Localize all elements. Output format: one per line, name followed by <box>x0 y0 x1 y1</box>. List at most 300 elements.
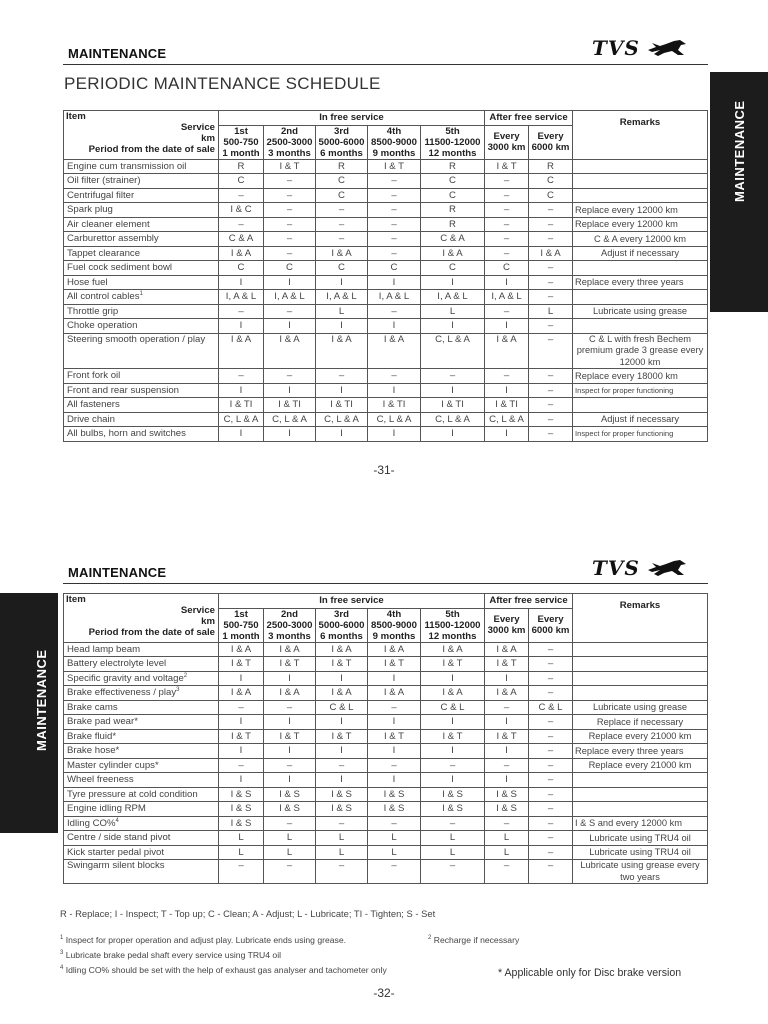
schedule-cell: I & S <box>368 802 421 817</box>
schedule-cell: I & T <box>368 657 421 672</box>
schedule-cell: I & TI <box>264 398 316 413</box>
row-item <box>64 217 219 232</box>
schedule-cell: – <box>485 700 529 715</box>
schedule-cell: I & A <box>368 686 421 701</box>
row-item <box>64 700 219 715</box>
schedule-cell: C <box>421 188 485 203</box>
schedule-cell: – <box>529 845 573 860</box>
schedule-cell: I & A <box>485 686 529 701</box>
remark-cell <box>573 174 708 189</box>
schedule-cell: L <box>316 831 368 846</box>
schedule-cell: I & S <box>421 787 485 802</box>
service-2-header <box>264 125 316 159</box>
schedule-cell: – <box>368 304 421 319</box>
after-service-every: Every <box>537 614 564 625</box>
item-name: Brake fluid* <box>67 730 117 742</box>
schedule-cell: I & TI <box>368 398 421 413</box>
remark-cell: C & L with fresh Bechem premium grade 3 grease every 12000 km <box>573 333 708 369</box>
schedule-cell: R <box>316 159 368 174</box>
schedule-cell: – <box>264 860 316 884</box>
schedule-cell: – <box>529 290 573 305</box>
table-row <box>64 700 708 715</box>
schedule-cell: I & T <box>264 657 316 672</box>
schedule-cell: L <box>529 304 573 319</box>
row-item <box>64 398 219 413</box>
remark-cell <box>573 261 708 276</box>
remark-cell: Replace every 21000 km <box>573 729 708 744</box>
service-label: Service <box>180 122 215 133</box>
schedule-cell: – <box>368 246 421 261</box>
remark-cell: Lubricate using grease <box>573 700 708 715</box>
schedule-cell: I <box>485 383 529 398</box>
service-n: 2nd <box>280 125 299 137</box>
brand-name: TVS <box>592 36 640 60</box>
schedule-cell: I <box>485 275 529 290</box>
schedule-cell: L <box>219 845 264 860</box>
in-free-service-header: In free service <box>219 594 485 609</box>
service-n: 2nd <box>280 608 299 620</box>
row-item <box>64 319 219 334</box>
schedule-cell: – <box>529 715 573 730</box>
schedule-cell: L <box>264 831 316 846</box>
schedule-cell: – <box>368 369 421 384</box>
schedule-cell: – <box>529 333 573 369</box>
schedule-cell: – <box>368 174 421 189</box>
service-km: 5000-6000 <box>318 619 365 631</box>
row-item <box>64 427 219 442</box>
remark-cell <box>573 398 708 413</box>
schedule-cell: – <box>485 860 529 884</box>
item-name: Master cylinder cups* <box>67 759 159 771</box>
remark-cell: C & A every 12000 km <box>573 232 708 247</box>
schedule-cell: – <box>485 232 529 247</box>
service-1-header <box>219 608 264 642</box>
schedule-cell: I <box>485 427 529 442</box>
table-row <box>64 729 708 744</box>
schedule-cell: I & A <box>421 686 485 701</box>
table-row <box>64 787 708 802</box>
remark-cell <box>573 773 708 788</box>
schedule-cell: I <box>316 773 368 788</box>
item-label: Item <box>66 111 86 122</box>
schedule-cell: – <box>529 802 573 817</box>
schedule-cell: I, A & L <box>316 290 368 305</box>
schedule-cell: I & A <box>485 642 529 657</box>
remark-cell <box>573 319 708 334</box>
footnote-ref: 3 <box>176 687 180 694</box>
schedule-cell: – <box>368 232 421 247</box>
maintenance-schedule-table-2 <box>63 593 708 884</box>
schedule-cell: C, L & A <box>219 412 264 427</box>
row-item <box>64 802 219 817</box>
table-row <box>64 671 708 686</box>
schedule-cell: L <box>264 845 316 860</box>
schedule-cell: – <box>368 816 421 831</box>
side-tab <box>710 72 768 312</box>
row-item <box>64 232 219 247</box>
schedule-cell: – <box>264 203 316 218</box>
schedule-cell: – <box>264 232 316 247</box>
schedule-cell: – <box>529 686 573 701</box>
table-row <box>64 217 708 232</box>
period-label: Period from the date of sale <box>88 144 215 155</box>
schedule-cell: I <box>368 715 421 730</box>
table-row <box>64 398 708 413</box>
schedule-cell: L <box>368 845 421 860</box>
schedule-cell: – <box>368 188 421 203</box>
service-3-header <box>316 125 368 159</box>
schedule-cell: R <box>421 159 485 174</box>
row-item <box>64 275 219 290</box>
schedule-cell: – <box>264 816 316 831</box>
schedule-cell: L <box>485 845 529 860</box>
remark-cell: Adjust if necessary <box>573 246 708 261</box>
schedule-cell: – <box>264 369 316 384</box>
item-name: Spark plug <box>67 204 113 216</box>
schedule-cell: – <box>529 744 573 759</box>
remark-cell <box>573 671 708 686</box>
row-item <box>64 188 219 203</box>
schedule-cell: I <box>485 773 529 788</box>
schedule-cell: – <box>485 369 529 384</box>
schedule-cell: R <box>421 217 485 232</box>
row-item <box>64 816 219 831</box>
schedule-cell: – <box>316 816 368 831</box>
schedule-cell: – <box>264 700 316 715</box>
item-name: Head lamp beam <box>67 643 141 655</box>
remark-cell: Lubricate using grease every two years <box>573 860 708 884</box>
schedule-cell: I & T <box>485 657 529 672</box>
schedule-cell: I <box>368 773 421 788</box>
service-km: 500-750 <box>223 136 259 148</box>
table-row <box>64 831 708 846</box>
schedule-cell: I & T <box>485 159 529 174</box>
schedule-cell: – <box>529 671 573 686</box>
row-item <box>64 642 219 657</box>
schedule-cell: – <box>219 860 264 884</box>
row-item <box>64 246 219 261</box>
service-period: 9 months <box>372 147 416 159</box>
schedule-cell: I & T <box>368 159 421 174</box>
schedule-cell: I <box>316 319 368 334</box>
footnote-ref: 2 <box>183 672 188 679</box>
schedule-cell: C <box>264 261 316 276</box>
after-service-every: Every <box>493 614 520 625</box>
after-free-service-header: After free service <box>485 111 573 126</box>
schedule-cell: C & A <box>219 232 264 247</box>
header-title: MAINTENANCE <box>68 46 167 61</box>
schedule-cell: I & A <box>219 642 264 657</box>
row-item <box>64 203 219 218</box>
schedule-cell: I, A & L <box>219 290 264 305</box>
item-name: Battery electrolyte level <box>67 658 167 670</box>
service-1-header <box>219 125 264 159</box>
schedule-cell: L <box>219 831 264 846</box>
schedule-cell: – <box>264 304 316 319</box>
schedule-cell: I & A <box>316 333 368 369</box>
schedule-cell: R <box>219 159 264 174</box>
item-name: Hose fuel <box>67 276 108 288</box>
remark-cell <box>573 802 708 817</box>
schedule-cell: – <box>529 787 573 802</box>
schedule-cell: I & S <box>264 787 316 802</box>
item-header <box>64 594 219 643</box>
after-service-km: 6000 km <box>531 625 570 636</box>
schedule-cell: – <box>529 217 573 232</box>
schedule-cell: – <box>529 383 573 398</box>
table-row <box>64 642 708 657</box>
schedule-cell: I & TI <box>421 398 485 413</box>
remark-cell: Lubricate using grease <box>573 304 708 319</box>
schedule-cell: I & T <box>264 729 316 744</box>
side-tab <box>0 593 58 833</box>
header-title: MAINTENANCE <box>68 565 167 580</box>
service-km: 500-750 <box>223 619 259 631</box>
footnote-ref: 4 <box>115 817 119 824</box>
schedule-cell: C <box>316 174 368 189</box>
service-km: 2500-3000 <box>266 136 313 148</box>
footnote-marker: 3 <box>60 950 64 957</box>
remark-cell: Replace every three years <box>573 275 708 290</box>
schedule-cell: I <box>368 671 421 686</box>
schedule-cell: I & T <box>485 729 529 744</box>
schedule-cell: C <box>219 174 264 189</box>
schedule-cell: – <box>368 217 421 232</box>
schedule-cell: – <box>219 758 264 773</box>
service-5-header <box>421 125 485 159</box>
service-n: 3rd <box>334 125 349 137</box>
row-item <box>64 715 219 730</box>
schedule-cell: – <box>529 831 573 846</box>
schedule-cell: I <box>219 671 264 686</box>
schedule-cell: I <box>219 773 264 788</box>
row-item <box>64 787 219 802</box>
table-row <box>64 246 708 261</box>
schedule-cell: I <box>264 773 316 788</box>
schedule-cell: I & S <box>316 802 368 817</box>
period-label: Period from the date of sale <box>88 627 215 638</box>
schedule-cell: I, A & L <box>421 290 485 305</box>
service-label: Service <box>180 605 215 616</box>
row-item <box>64 686 219 701</box>
item-name: Front fork oil <box>67 370 121 382</box>
page-32 <box>0 520 768 1024</box>
after-service-km: 3000 km <box>487 625 526 636</box>
remark-cell <box>573 159 708 174</box>
footnote-text: Recharge if necessary <box>433 935 520 945</box>
item-name: Brake effectiveness / play <box>67 687 177 699</box>
schedule-cell: I & A <box>316 246 368 261</box>
service-period: 12 months <box>428 147 477 159</box>
table-row <box>64 232 708 247</box>
schedule-cell: C <box>529 188 573 203</box>
schedule-cell: – <box>529 203 573 218</box>
schedule-cell: I <box>421 275 485 290</box>
schedule-cell: I <box>316 671 368 686</box>
row-item <box>64 261 219 276</box>
item-name: Tyre pressure at cold condition <box>67 788 198 800</box>
schedule-cell: C & L <box>529 700 573 715</box>
page-number: -32- <box>373 986 395 1000</box>
service-n: 1st <box>234 608 248 620</box>
table-row <box>64 369 708 384</box>
schedule-cell: – <box>485 816 529 831</box>
item-name: Idling CO% <box>67 817 116 829</box>
schedule-cell: I & T <box>264 159 316 174</box>
table-row <box>64 275 708 290</box>
schedule-cell: – <box>529 773 573 788</box>
schedule-cell: C <box>421 261 485 276</box>
service-n: 1st <box>234 125 248 137</box>
schedule-cell: I & TI <box>485 398 529 413</box>
schedule-cell: I <box>485 744 529 759</box>
schedule-cell: L <box>421 845 485 860</box>
schedule-cell: – <box>316 758 368 773</box>
after-service-2-header <box>529 125 573 159</box>
schedule-cell: I <box>421 319 485 334</box>
table-row <box>64 174 708 189</box>
schedule-cell: – <box>485 758 529 773</box>
abbreviation-legend: R - Replace; I - Inspect; T - Top up; C - Clean; A - Adjust; L - Lubricate; TI - Tighten; S - Set <box>60 908 436 919</box>
table-row <box>64 412 708 427</box>
after-free-service-header: After free service <box>485 594 573 609</box>
schedule-cell: I & TI <box>219 398 264 413</box>
schedule-cell: – <box>529 860 573 884</box>
schedule-cell: – <box>316 369 368 384</box>
schedule-cell: C, L & A <box>421 333 485 369</box>
schedule-cell: I & S <box>219 787 264 802</box>
service-period: 3 months <box>268 630 311 642</box>
schedule-cell: R <box>529 159 573 174</box>
schedule-cell: – <box>485 174 529 189</box>
schedule-cell: – <box>529 427 573 442</box>
service-3-header <box>316 608 368 642</box>
schedule-cell: I <box>264 671 316 686</box>
service-km: 11500-12000 <box>424 619 481 631</box>
schedule-cell: – <box>264 174 316 189</box>
footnote-ref: 1 <box>139 291 143 298</box>
service-n: 5th <box>445 125 460 137</box>
row-item <box>64 657 219 672</box>
row-item <box>64 845 219 860</box>
table-row <box>64 802 708 817</box>
schedule-cell: R <box>421 203 485 218</box>
item-name: Steering smooth operation / play <box>67 333 206 345</box>
page-number: -31- <box>373 463 395 477</box>
table-row <box>64 758 708 773</box>
schedule-cell: I & A <box>219 686 264 701</box>
schedule-cell: – <box>529 398 573 413</box>
schedule-cell: L <box>485 831 529 846</box>
schedule-cell: – <box>368 203 421 218</box>
schedule-cell: L <box>316 845 368 860</box>
service-4-header <box>368 608 421 642</box>
item-name: Specific gravity and voltage <box>67 672 184 684</box>
after-service-every: Every <box>537 131 564 142</box>
remark-cell <box>573 787 708 802</box>
schedule-cell: – <box>485 217 529 232</box>
footnote-text: Inspect for proper operation and adjust play. Lubricate ends using grease. <box>65 935 347 945</box>
row-item <box>64 831 219 846</box>
service-period: 6 months <box>320 147 363 159</box>
schedule-cell: – <box>219 304 264 319</box>
row-item <box>64 860 219 884</box>
schedule-cell: L <box>421 831 485 846</box>
schedule-cell: – <box>529 369 573 384</box>
item-name: Front and rear suspension <box>67 384 179 396</box>
item-label: Item <box>66 594 86 605</box>
row-item <box>64 369 219 384</box>
table-row <box>64 304 708 319</box>
schedule-cell: I & TI <box>316 398 368 413</box>
maintenance-schedule-table-1 <box>63 110 708 442</box>
schedule-cell: I <box>368 275 421 290</box>
schedule-cell: C, L & A <box>421 412 485 427</box>
item-name: Brake pad wear* <box>67 716 138 728</box>
schedule-cell: I & T <box>421 729 485 744</box>
schedule-cell: – <box>421 369 485 384</box>
row-item <box>64 383 219 398</box>
after-service-1-header <box>485 608 529 642</box>
item-name: All bulbs, horn and switches <box>67 428 186 440</box>
service-km: 8500-9000 <box>371 136 417 148</box>
schedule-cell: – <box>485 188 529 203</box>
remark-cell: I & S and every 12000 km <box>573 816 708 831</box>
table-row <box>64 427 708 442</box>
table-row <box>64 159 708 174</box>
remark-cell: Replace if necessary <box>573 715 708 730</box>
service-period: 6 months <box>320 630 363 642</box>
brand-name: TVS <box>592 556 640 580</box>
schedule-cell: I & S <box>219 816 264 831</box>
table-row <box>64 773 708 788</box>
schedule-cell: I <box>219 427 264 442</box>
row-item <box>64 412 219 427</box>
footnote-2 <box>428 935 519 945</box>
schedule-cell: I & S <box>316 787 368 802</box>
schedule-cell: I <box>264 383 316 398</box>
service-4-header <box>368 125 421 159</box>
remark-cell: Inspect for proper functioning <box>573 427 708 442</box>
schedule-cell: I & T <box>368 729 421 744</box>
section-title: PERIODIC MAINTENANCE SCHEDULE <box>64 74 381 93</box>
schedule-cell: I <box>264 427 316 442</box>
item-name: Fuel cock sediment bowl <box>67 262 173 274</box>
schedule-cell: L <box>316 304 368 319</box>
schedule-cell: I <box>219 715 264 730</box>
schedule-cell: I & T <box>316 657 368 672</box>
schedule-cell: I & C <box>219 203 264 218</box>
schedule-cell: I <box>421 715 485 730</box>
schedule-cell: I <box>219 383 264 398</box>
item-name: Brake cams <box>67 701 118 713</box>
service-n: 4th <box>386 125 402 137</box>
item-name: Kick starter pedal pivot <box>67 846 165 858</box>
footnote-text: Lubricate brake pedal shaft every service using TRU4 oil <box>65 950 282 960</box>
side-tab-label: MAINTENANCE <box>732 100 747 202</box>
schedule-cell: – <box>421 816 485 831</box>
item-name: Centrifugal filter <box>67 189 135 201</box>
service-5-header <box>421 608 485 642</box>
schedule-cell: I <box>421 773 485 788</box>
table-row <box>64 657 708 672</box>
service-km: 11500-12000 <box>424 136 481 148</box>
item-name: Engine idling RPM <box>67 803 146 815</box>
schedule-cell: I & S <box>421 802 485 817</box>
schedule-cell: C <box>219 261 264 276</box>
service-period: 1 month <box>222 630 260 642</box>
schedule-cell: I & A <box>264 642 316 657</box>
